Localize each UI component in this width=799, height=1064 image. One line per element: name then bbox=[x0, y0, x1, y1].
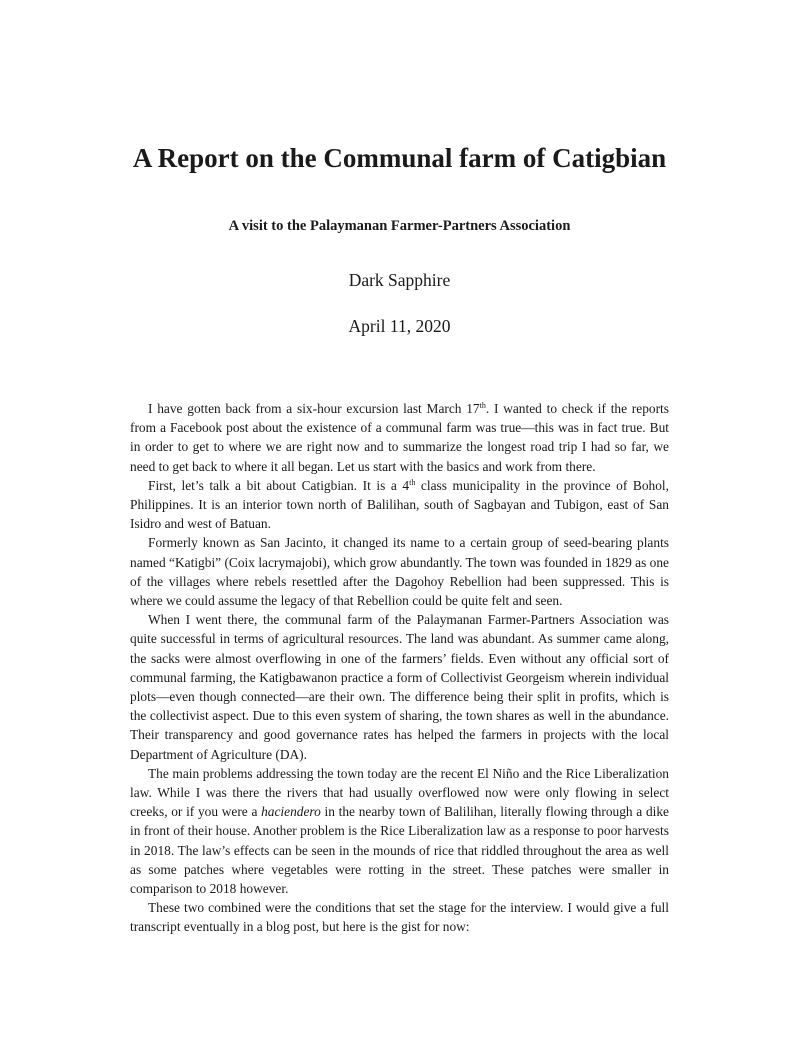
paragraph-about-catigbian: First, let’s talk a bit about Catigbian. It is a 4th class municipality in the province of Bohol, Philippines. It is an interior town north of Balilihan, south of Sagbayan and Tubigon, east of San Isidro and west of Batuan. bbox=[130, 477, 669, 532]
paragraph-history: Formerly known as San Jacinto, it changed its name to a certain group of seed-bearing plants named “Katigbi” (Coix lacrymajobi), which grow abundantly. The town was founded in 1829 as one of the villages where rebels resettled after the Dagohoy Rebellion had been suppressed. This is where we could assume the legacy of that Rebellion could be quite felt and seen. bbox=[130, 535, 669, 609]
author-name: Dark Sapphire bbox=[348, 270, 451, 290]
paragraph-intro: I have gotten back from a six-hour excursion last March 17th. I wanted to check if the reports from a Facebook post about the existence of a communal farm was true—this was in fact true. But in order to get to where we are right now and to summarize the longest road trip I had so far, we need to get back to where it all began. Let us start with the basics and work from there. bbox=[130, 401, 669, 474]
paragraph-communal-farm: When I went there, the communal farm of the Palaymanan Farmer-Partners Association was quite successful in terms of agricultural resources. The land was abundant. As summer came along, the sacks were almost overflowing in one of the farmers’ fields. Even without any official sort of communal farming, the Katigbawanon practice a form of Collectivist Georgeism wherein individual plots—even though connected—are their own. The difference being their split in profits, which is the collectivist aspect. Due to this even system of sharing, the town shares as well in the abundance. Their transparency and good governance rates has helped the farmers in projects with the local Department of Agriculture (DA). bbox=[130, 612, 669, 762]
article-body bbox=[130, 399, 669, 937]
paragraph-problems: The main problems addressing the town today are the recent El Niño and the Rice Liberalization law. While I was there the rivers that had usually overflowed now were only flowing in select creeks, or if you were a haciendero in the nearby town of Balilihan, literally flowing through a dike in front of their house. Another problem is the Rice Liberalization law as a response to poor harvests in 2018. The law’s effects can be seen in the mounds of rice that riddled throughout the area as well as some patches where vegetables were rotting in the street. These patches were smaller in comparison to 2018 however. bbox=[130, 765, 670, 897]
publication-date: April 11, 2020 bbox=[348, 316, 451, 336]
document-title: A Report on the Communal farm of Catigbian bbox=[132, 143, 667, 173]
document-subtitle: A visit to the Palaymanan Farmer-Partners Association bbox=[228, 218, 571, 234]
paragraph-interview-setup: These two combined were the conditions that set the stage for the interview. I would give a full transcript eventually in a blog post, but here is the gist for now: bbox=[130, 900, 669, 935]
